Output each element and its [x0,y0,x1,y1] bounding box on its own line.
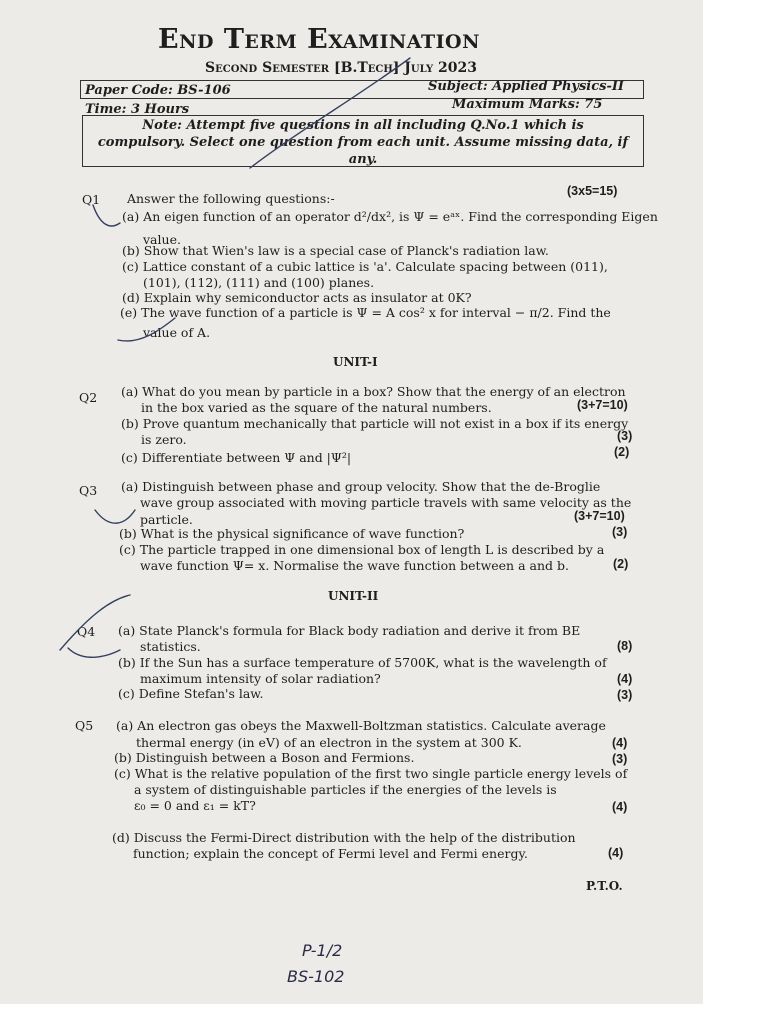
note-line: any. [348,152,378,167]
q1-part-a: (a) An eigen function of an operator d²/dx², is Ψ = eᵃˣ. Find the corresponding Eigen [122,209,658,224]
handwritten-page-note: P-1/2 [302,941,343,960]
q5-a-marks: (4) [612,736,628,750]
unit-heading: UNIT-I [333,355,378,369]
q4-part-a-cont: statistics. [140,639,201,654]
time-allowed: Time: 3 Hours [85,102,190,117]
q3-b-marks: (3) [612,525,628,539]
q5-b-marks: (3) [612,752,628,766]
q3-part-c-cont: wave function Ψ= x. Normalise the wave function between a and b. [140,558,569,573]
q1-part-c: (c) Lattice constant of a cubic lattice is 'a'. Calculate spacing between (011), [122,259,608,274]
q1-part-e: (e) The wave function of a particle is Ψ = A cos² x for interval − π/2. Find the [120,305,611,320]
q4-part-b-cont: maximum intensity of solar radiation? [140,671,381,686]
paper-code: Paper Code: BS-106 [85,83,231,98]
q2-a-marks: (3+7=10) [577,398,628,412]
q2-part-b-cont: is zero. [141,432,187,447]
q5-part-d: (d) Discuss the Fermi-Direct distribution with the help of the distribution [112,830,576,845]
note-line: Note: Attempt five questions in all including Q.No.1 which is [142,118,584,133]
q1-part-a-cont: value. [143,232,181,247]
instructions-note [82,115,644,167]
question-number: Q3 [79,483,98,498]
q4-c-marks: (3) [617,688,633,702]
q4-b-marks: (4) [617,672,633,686]
q2-part-c: (c) Differentiate between Ψ and |Ψ²| [121,450,352,465]
q5-part-a-cont: thermal energy (in eV) of an electron in the system at 300 K. [136,735,522,750]
question-number: Q2 [79,390,98,405]
q5-d-marks: (4) [608,846,624,860]
q5-part-c-cont: a system of distinguishable particles if the energies of the levels is [134,782,557,797]
question-number: Q4 [77,624,96,639]
q1-marks: (3x5=15) [567,184,618,198]
q1-part-c-cont: (101), (112), (111) and (100) planes. [143,275,375,290]
q2-part-a: (a) What do you mean by particle in a box? Show that the energy of an electron [121,384,626,399]
subject: Subject: Applied Physics-II [428,79,625,94]
page-margin [703,0,768,1024]
q2-c-marks: (2) [614,445,630,459]
q5-part-c: (c) What is the relative population of the first two single particle energy levels of [114,766,628,781]
question-number: Q5 [75,718,94,733]
q5-part-a: (a) An electron gas obeys the Maxwell-Boltzman statistics. Calculate average [116,718,606,733]
exam-subtitle: Second Semester [B.Tech] July 2023 [205,60,477,76]
q5-part-d-cont: function; explain the concept of Fermi level and Fermi energy. [133,846,528,861]
q3-part-c: (c) The particle trapped in one dimensional box of length L is described by a [119,542,605,557]
q1-part-d: (d) Explain why semiconductor acts as insulator at 0K? [122,290,472,305]
q3-part-a: (a) Distinguish between phase and group velocity. Show that the de-Broglie [121,479,601,494]
q3-a-marks: (3+7=10) [574,509,625,523]
q4-part-b: (b) If the Sun has a surface temperature of 5700K, what is the wavelength of [118,655,607,670]
please-turn-over: P.T.O. [586,879,623,893]
handwritten-paper-code: BS-102 [287,967,345,986]
q1-part-b: (b) Show that Wien's law is a special case of Planck's radiation law. [122,243,549,258]
q2-b-marks: (3) [617,429,633,443]
q5-part-c-cont: ε₀ = 0 and ε₁ = kT? [134,798,256,813]
unit-heading: UNIT-II [328,589,379,603]
note-line: compulsory. Select one question from each unit. Assume missing data, if [97,135,629,150]
q3-part-a-cont: particle. [140,512,193,527]
q4-a-marks: (8) [617,639,633,653]
q3-part-a-cont: wave group associated with moving particle travels with same velocity as the [140,495,632,510]
q5-part-b: (b) Distinguish between a Boson and Fermions. [114,750,415,765]
q2-part-b: (b) Prove quantum mechanically that particle will not exist in a box if its energy [121,416,629,431]
q1-part-e-cont: value of A. [143,325,211,340]
question-number: Q1 [82,192,101,207]
q4-part-a: (a) State Planck's formula for Black body radiation and derive it from BE [118,623,581,638]
maximum-marks: Maximum Marks: 75 [452,97,603,112]
q3-part-b: (b) What is the physical significance of wave function? [119,526,465,541]
q1-intro: Answer the following questions:- [127,191,335,206]
q3-c-marks: (2) [613,557,629,571]
exam-title: End Term Examination [158,24,480,55]
q5-c-marks: (4) [612,800,628,814]
q2-part-a-cont: in the box varied as the square of the natural numbers. [141,400,492,415]
q4-part-c: (c) Define Stefan's law. [118,686,264,701]
